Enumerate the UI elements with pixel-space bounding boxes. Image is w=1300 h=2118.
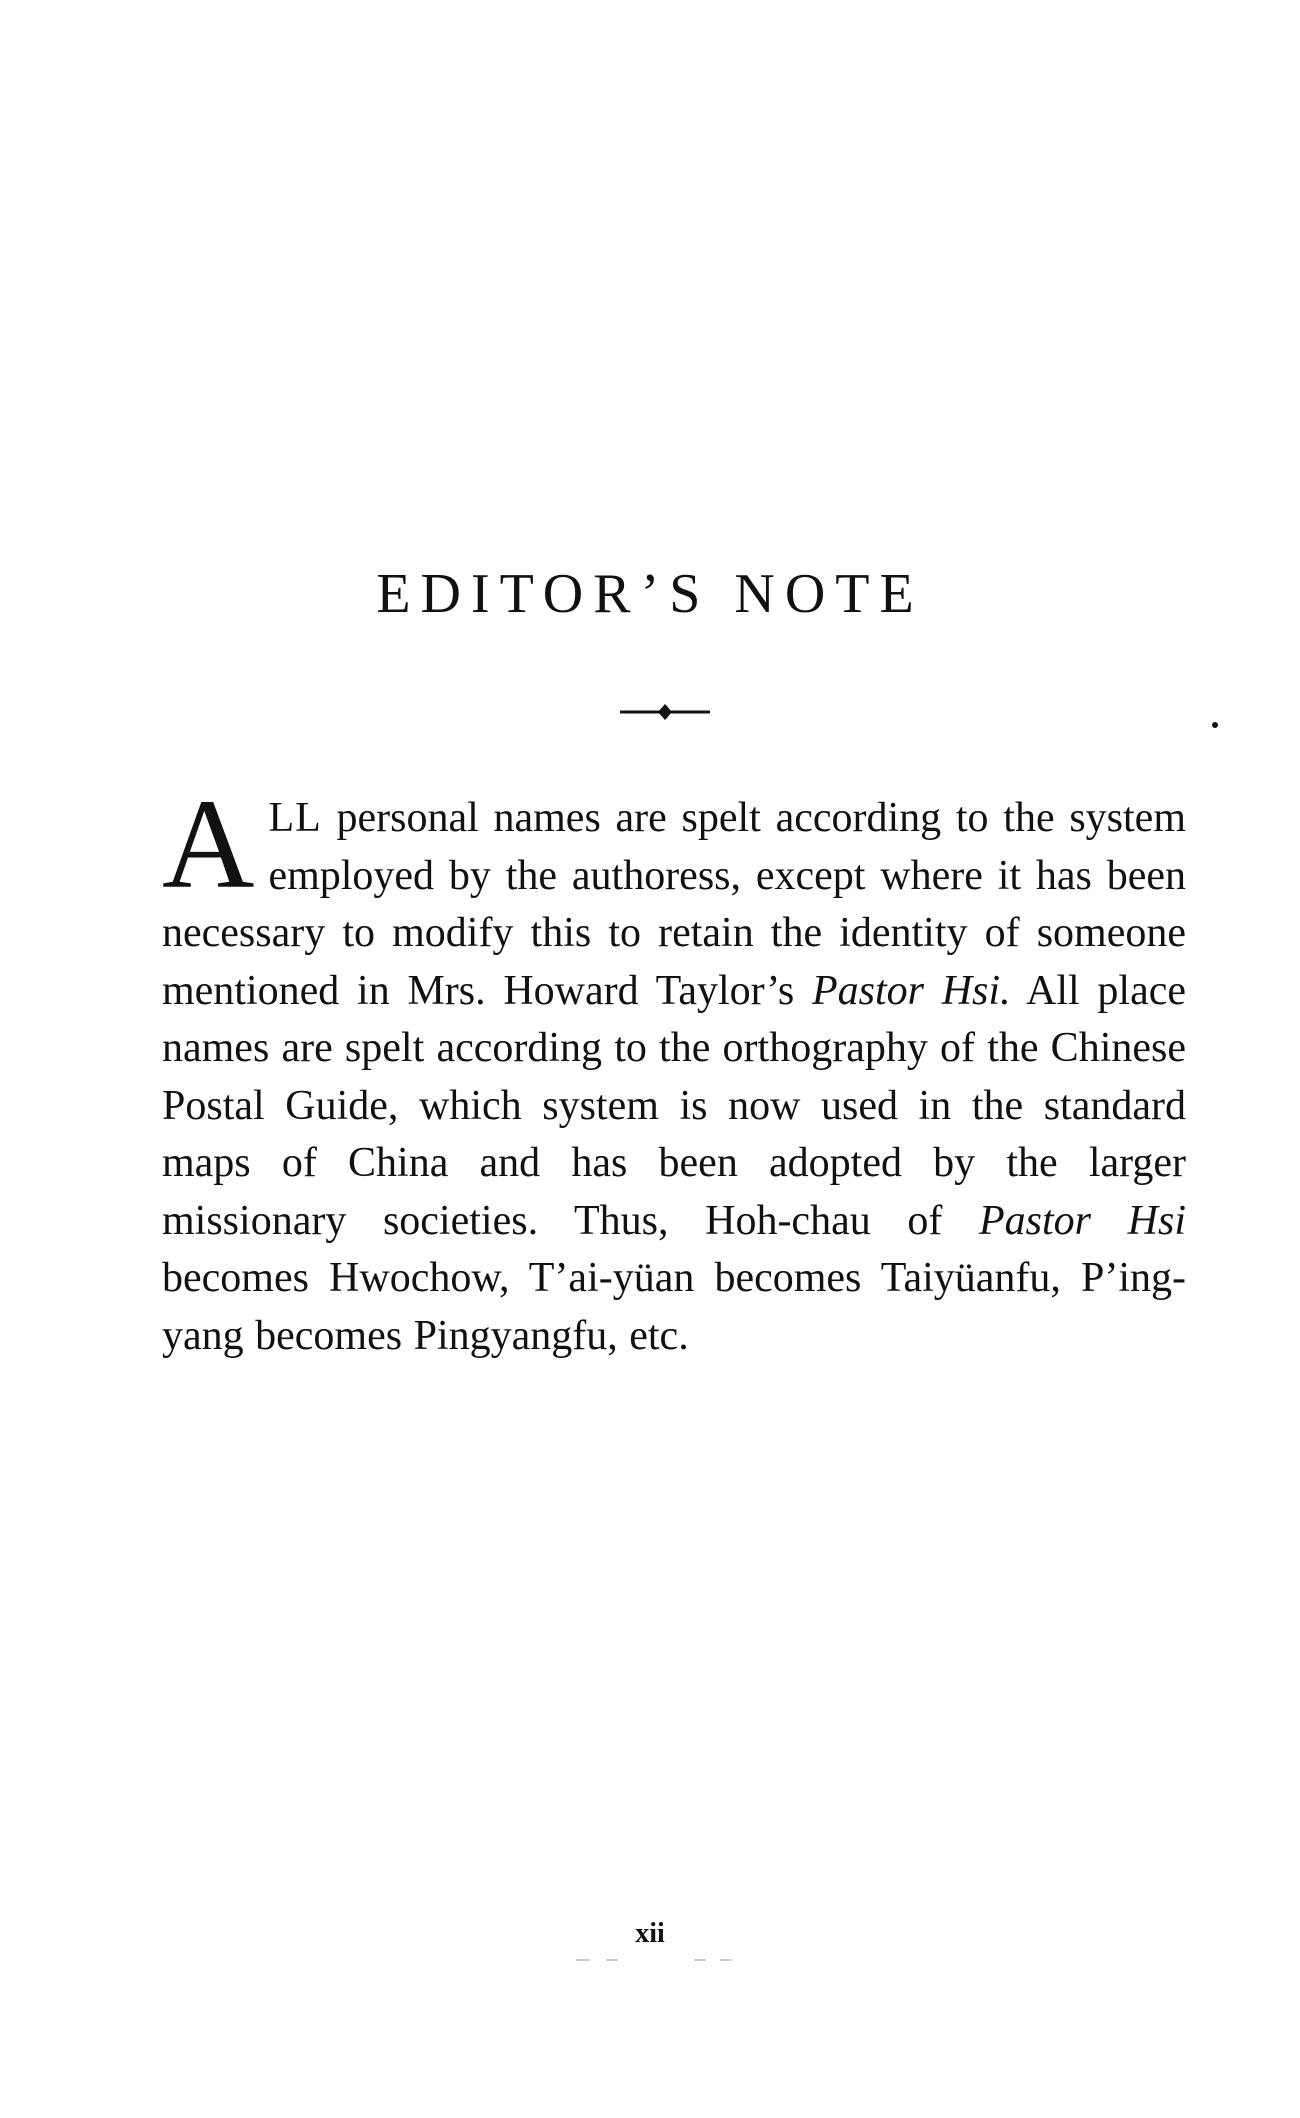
paragraph-text-2: All place names are spelt according to the orthography of the Chinese Postal Guide, which system is now used in the standard maps of China and has been adopted by the larger missionary societies. Thus, Hoh-chau of xyxy=(162,967,1187,1244)
lead-caps: LL xyxy=(268,795,322,841)
book-title-italic-2: Pastor Hsi xyxy=(979,1197,1187,1244)
paragraph-text-1: personal names are spelt according to the system employed by the authoress, except where it has been necessary to modify this to retain the identity of someone mentioned in Mrs. Howard Taylor’s xyxy=(162,795,1186,1014)
fleuron-rule-icon xyxy=(620,700,710,724)
scan-artifact-marks xyxy=(576,1958,736,1962)
book-title-italic-1: Pastor Hsi. xyxy=(811,967,1011,1014)
scan-speck xyxy=(1212,722,1218,728)
page-title: EDITOR’S NOTE xyxy=(376,563,924,625)
editor-note-paragraph xyxy=(162,773,1187,1365)
drop-cap: A xyxy=(162,773,255,915)
paragraph-text-3: becomes Hwochow, T’ai-yüan becomes Taiyüanfu, P’ing-yang becomes Pingyangfu, etc. xyxy=(162,1255,1186,1359)
page-number: xii xyxy=(635,1918,665,1949)
